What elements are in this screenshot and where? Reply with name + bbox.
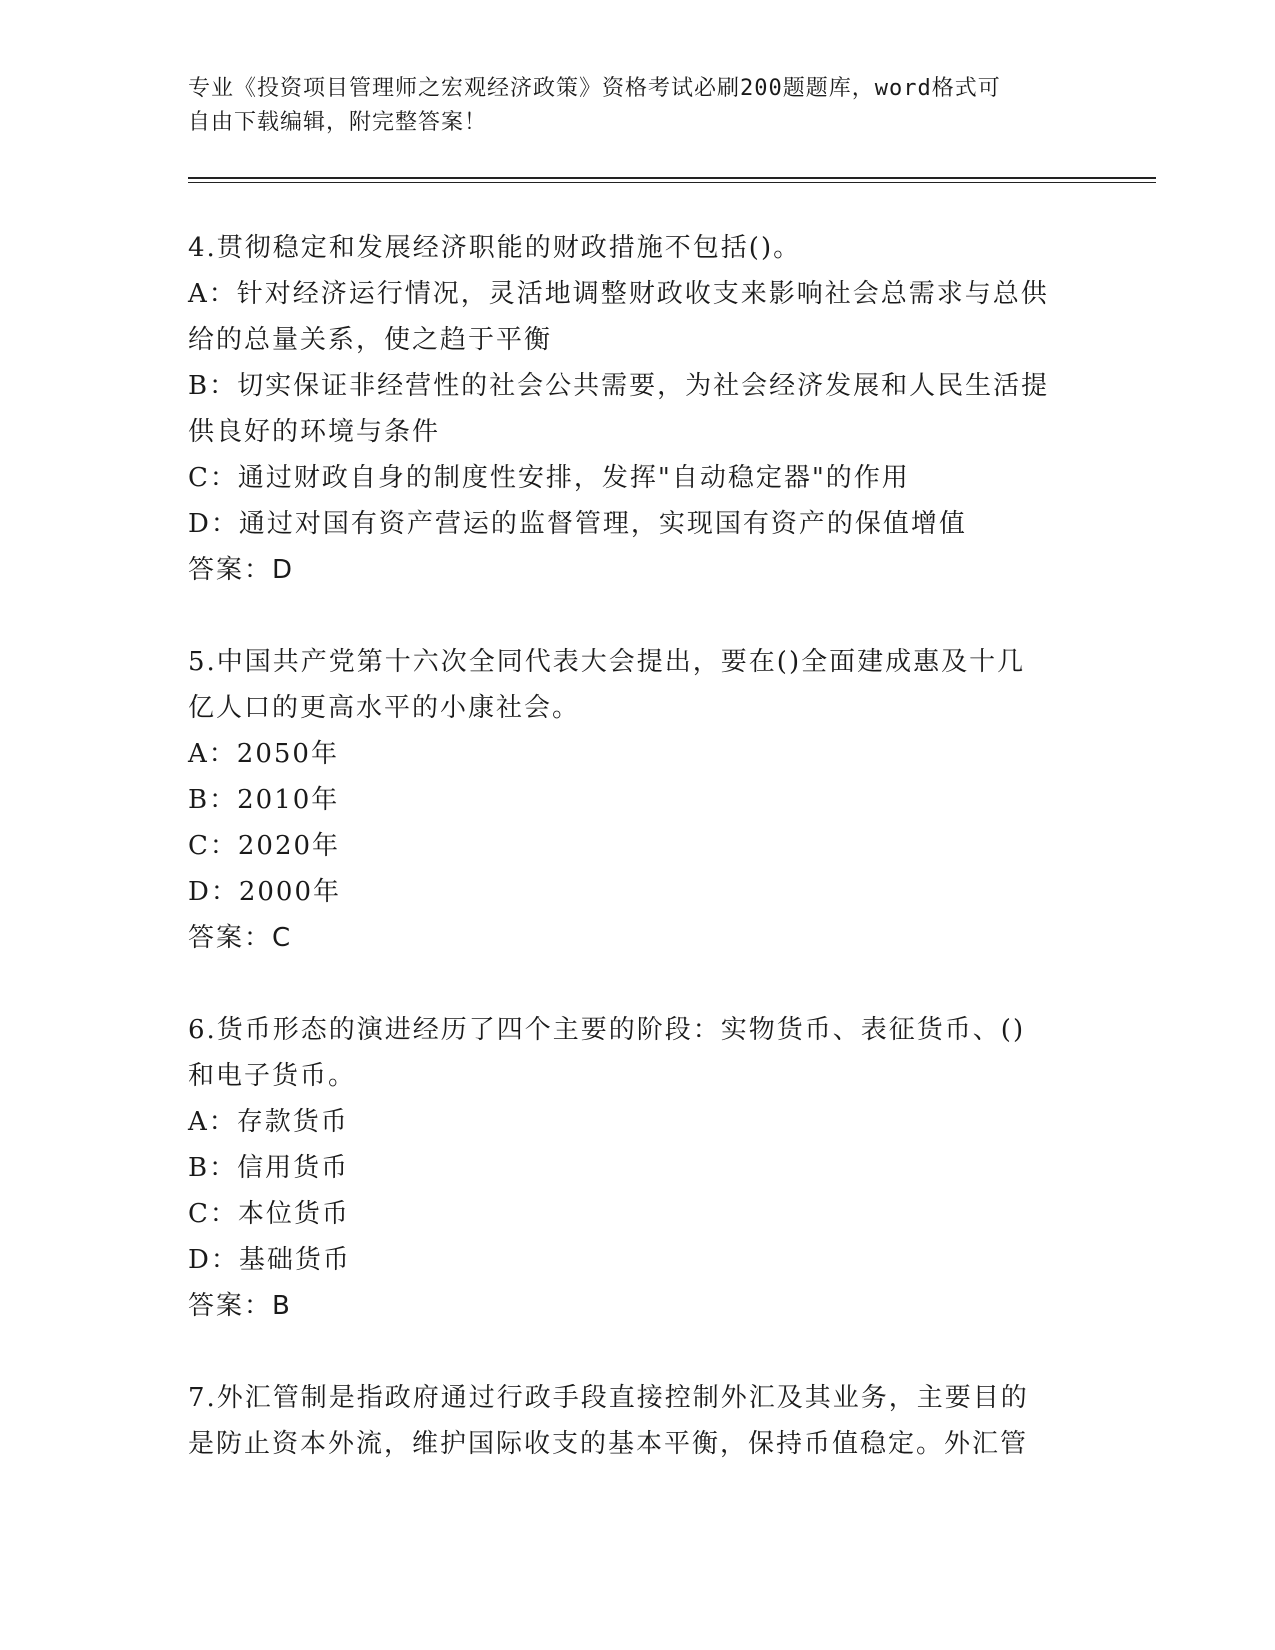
question-stem-line: 5.中国共产党第十六次全同代表大会提出，要在()全面建成惠及十几 <box>188 647 1026 677</box>
option-line: A：2050年 <box>188 739 339 769</box>
option-line: B：切实保证非经营性的社会公共需要，为社会经济发展和人民生活提 <box>188 371 1050 401</box>
question-stem-line: 是防止资本外流，维护国际收支的基本平衡，保持币值稳定。外汇管 <box>188 1429 1029 1459</box>
option-line: C：通过财政自身的制度性安排，发挥"自动稳定器"的作用 <box>188 463 910 493</box>
option-line: D：基础货币 <box>188 1245 351 1275</box>
question-block <box>188 639 1088 961</box>
document-header <box>188 72 1068 140</box>
option-line: B：信用货币 <box>188 1153 350 1183</box>
question-stem-line: 7.外汇管制是指政府通过行政手段直接控制外汇及其业务，主要目的 <box>188 1383 1029 1413</box>
question-stem-line: 4.贯彻稳定和发展经济职能的财政措施不包括()。 <box>188 233 802 263</box>
option-line: 供良好的环境与条件 <box>188 417 441 447</box>
question-block <box>188 1007 1088 1329</box>
question-stem-line: 和电子货币。 <box>188 1061 357 1091</box>
option-line: 给的总量关系，使之趋于平衡 <box>188 325 553 355</box>
answer-line: 答案：B <box>188 1291 292 1321</box>
option-line: A：存款货币 <box>188 1107 349 1137</box>
option-line: D：2000年 <box>188 877 342 907</box>
option-line: C：2020年 <box>188 831 341 861</box>
header-title-line-2: 自由下载编辑，附完整答案！ <box>188 110 488 135</box>
option-line: D：通过对国有资产营运的监督管理，实现国有资产的保值增值 <box>188 509 967 539</box>
header-title-line-1: 专业《投资项目管理师之宏观经济政策》资格考试必刷200题题库，word格式可 <box>188 76 1001 101</box>
answer-line: 答案：D <box>188 555 295 585</box>
option-line: C：本位货币 <box>188 1199 350 1229</box>
option-line: B：2010年 <box>188 785 340 815</box>
question-stem-line: 6.货币形态的演进经历了四个主要的阶段：实物货币、表征货币、() <box>188 1015 1026 1045</box>
question-block <box>188 1375 1088 1467</box>
header-divider <box>188 177 1156 183</box>
question-stem-line: 亿人口的更高水平的小康社会。 <box>188 693 581 723</box>
option-line: A：针对经济运行情况，灵活地调整财政收支来影响社会总需求与总供 <box>188 279 1049 309</box>
question-block <box>188 225 1088 593</box>
answer-line: 答案：C <box>188 923 293 953</box>
question-list <box>188 225 1088 1513</box>
